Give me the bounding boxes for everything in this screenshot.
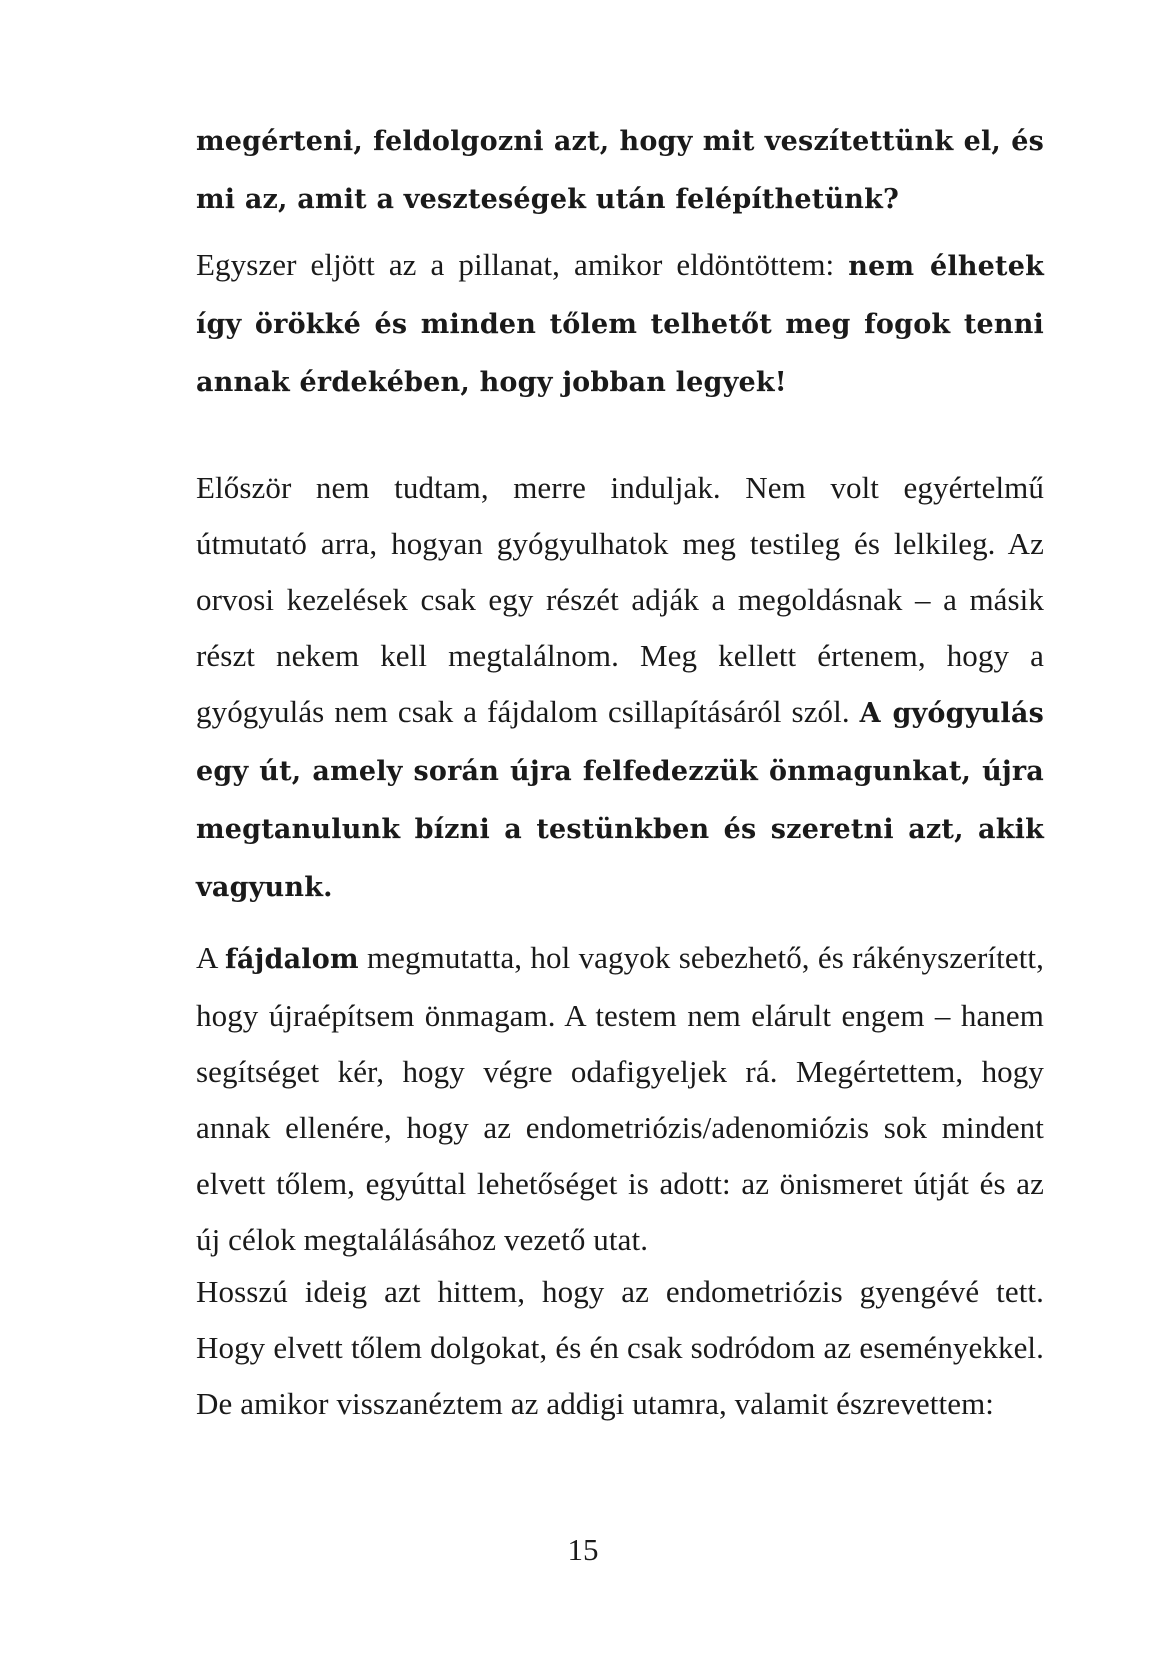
- paragraph-4: [196, 930, 1044, 1268]
- paragraph-3-text: Először nem tudtam, merre induljak. Nem volt egyértelmű útmutató arra, hogyan gyógyulhatok meg testileg és lelkileg. Az orvosi kezelések csak egy részét adják a megoldásnak – a másik részt nekem kell megtalálnom. Meg kellett értenem, hogy a gyógyulás nem csak a fájdalom csillapításáról szól.: [196, 470, 1044, 729]
- paragraph-4-text-rest: megmutatta, hol vagyok sebezhető, és rákényszerített, hogy újraépítsem önmagam. A testem nem elárult engem – hanem segítséget kér, hogy végre odafigyeljek rá. Megértettem, hogy annak ellenére, hogy az endometriózis/adenomiózis sok mindent elvett tőlem, egyúttal lehetőséget is adott: az önismeret útját és az új célok megtalálásához vezető utat.: [196, 940, 1044, 1257]
- paragraph-2: [196, 237, 1044, 411]
- paragraph-3: [196, 460, 1044, 916]
- paragraph-3-bold-text: A gyógyulás egy út, amely során újra felfedezzük önmagunkat, újra megtanulunk bízni a testünkben és szeretni azt, akik vagyunk.: [196, 698, 1044, 903]
- paragraph-4-bold-word: fájdalom: [225, 944, 359, 975]
- paragraph-2-bold-text: nem élhetek így örökké és minden tőlem telhetőt meg fogok tenni annak érdekében, hogy jobban legyek!: [196, 251, 1044, 398]
- paragraph-1: [196, 112, 1044, 228]
- page-number: 15: [567, 1532, 599, 1567]
- paragraph-5: [196, 1264, 1044, 1432]
- paragraph-4-text-start: A: [196, 940, 226, 975]
- paragraph-1-bold-text: megérteni, feldolgozni azt, hogy mit veszítettünk el, és mi az, amit a veszteségek után felépíthetünk?: [196, 126, 1044, 215]
- paragraph-5-text: Hosszú ideig azt hittem, hogy az endometriózis gyengévé tett. Hogy elvett tőlem dolgokat, és én csak sodródom az eseményekkel. De amikor visszanéztem az addigi utamra, valamit észrevettem:: [196, 1274, 1044, 1421]
- paragraph-2-text: Egyszer eljött az a pillanat, amikor eldöntöttem:: [196, 247, 849, 282]
